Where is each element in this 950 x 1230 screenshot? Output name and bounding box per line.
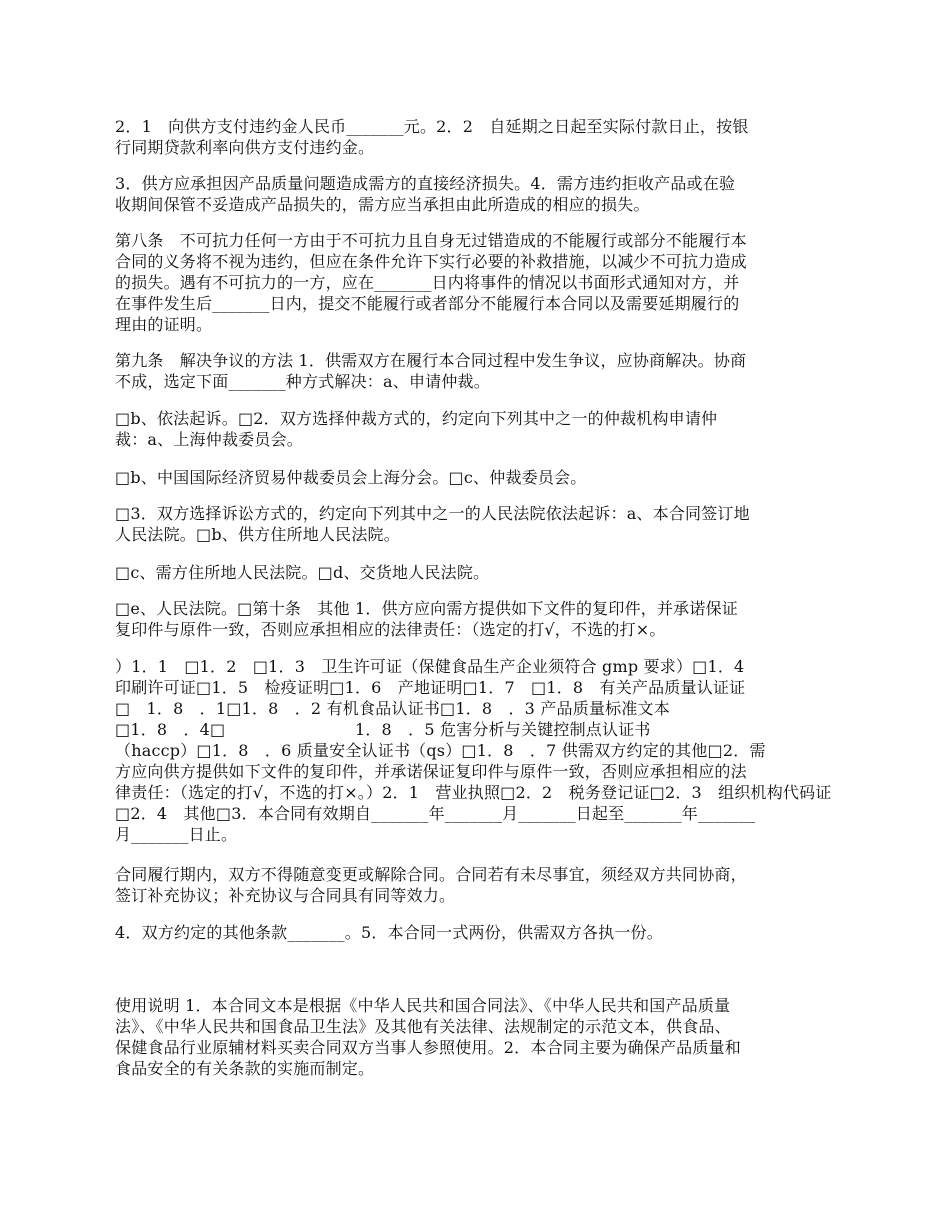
paragraph-arbitration-options: □b、依法起诉。□2．双方选择仲裁方式的，约定向下列其中之一的仲裁机构申请仲 裁：a、上海仲裁委员会。	[115, 409, 718, 449]
paragraph-litigation-options: □3．双方选择诉讼方式的，约定向下列其中之一的人民法院依法起诉：a、本合同签订地 人民法院。□b、供方住所地人民法院。	[115, 504, 750, 544]
paragraph-usage-notes: 使用说明 1．本合同文本是根据《中华人民共和国合同法》、《中华人民共和国产品质量 法》、《中华人民共和国食品卫生法》及其他有关法律、法规制定的示范文本，供食品、 保健食品行业原辅材料买卖合同双方当事人参照使用。2．本合同主要为确保产品质量和 食品安全的有关条款的实施而制定。	[115, 996, 741, 1078]
paragraph-penalty-payment: 2．1 向供方支付违约金人民币_______元。2．2 自延期之日起至实际付款日止，按银 行同期贷款利率向供方支付违约金。	[115, 117, 749, 157]
paragraph-article-10-other: □e、人民法院。□第十条 其他 1．供方应向需方提供如下文件的复印件，并承诺保证 复印件与原件一致，否则应承担相应的法律责任：（选定的打√，不选的打×。	[115, 599, 738, 639]
paragraph-court-options: □c、需方住所地人民法院。□d、交货地人民法院。	[115, 563, 490, 582]
paragraph-quality-loss: 3．供方应承担因产品质量问题造成需方的直接经济损失。4．需方违约拒收产品或在验 收期间保管不妥造成产品损失的，需方应当承担由此所造成的相应的损失。	[115, 174, 736, 214]
paragraph-contract-changes: 合同履行期内，双方不得随意变更或解除合同。合同若有未尽事宜，须经双方共同协商， 签订补充协议；补充协议与合同具有同等效力。	[115, 865, 747, 905]
paragraph-other-terms: 4．双方约定的其他条款_______。5．本合同一式两份，供需双方各执一份。	[115, 923, 663, 942]
paragraph-article-8-force-majeure: 第八条 不可抗力任何一方由于不可抗力且自身无过错造成的不能履行或部分不能履行本 合同的义务将不视为违约，但应在条件允许下实行必要的补救措施，以减少不可抗力造成 的损失。遇有不可抗力的一方，应在_______日内将事件的情况以书面形式通知对方，并 在事件发生后_______日内，提交不能履行或者部分不能履行本合同以及需要延期履行的 理由的证明。	[115, 231, 747, 334]
paragraph-article-9-disputes: 第九条 解决争议的方法 1．供需双方在履行本合同过程中发生争议，应协商解决。协商 不成，选定下面_______种方式解决：a、申请仲裁。	[115, 351, 747, 391]
paragraph-arbitration-shanghai: □b、中国国际经济贸易仲裁委员会上海分会。□c、仲裁委员会。	[115, 468, 587, 487]
paragraph-document-checklist: ）1．1 □1．2 □1．3 卫生许可证（保健食品生产企业须符合 gmp 要求）□1．4 印刷许可证□1．5 检疫证明□1．6 产地证明□1．7 □1．8 有关产品质量认证证 □ 1．8 ．1□1．8 ．2 有机食品认证书□1．8 ．3 产品质量标准文本 □1．8 ．4□ 1．8 ．5 危害分析与关键控制点认证书 （haccp）□1．8 ．6 质量安全认证书（qs）□1．8 ．7 供需双方约定的其他□2．需 方应向供方提供如下文件的复印件，并承诺保证复印件与原件一致，否则应承担相应的法 律责任：（选定的打√，不选的打×。）2．1 营业执照□2．2 税务登记证□2．3 组织机构代码证 □2．4 其他□3．本合同有效期自_______年_______月_______日起至_______年_______ 月_______日止。	[115, 657, 832, 844]
